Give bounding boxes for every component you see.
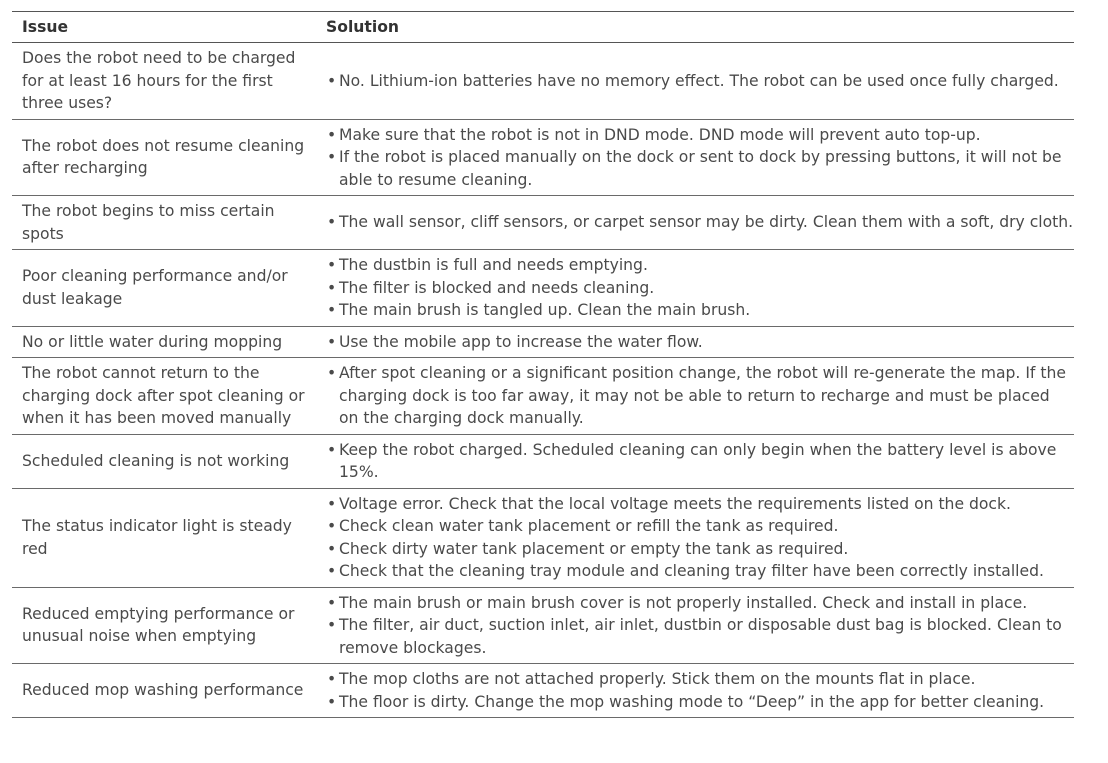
solution-list <box>327 124 1074 192</box>
table-row <box>12 43 1074 120</box>
solution-item: • The main brush is tangled up. Clean the main brush. <box>327 299 1074 322</box>
table-row <box>12 587 1074 664</box>
issue-cell: Poor cleaning performance and/or dust leakage <box>12 250 316 327</box>
solution-item: • Keep the robot charged. Scheduled cleaning can only begin when the battery level is above 15%. <box>327 439 1074 484</box>
issue-cell: Does the robot need to be charged for at least 16 hours for the first three uses? <box>12 43 316 120</box>
table-row <box>12 434 1074 488</box>
solution-cell <box>316 119 1074 196</box>
solution-cell <box>316 43 1074 120</box>
solution-list <box>327 211 1074 234</box>
solution-list <box>327 493 1074 583</box>
solution-item: • The main brush or main brush cover is not properly installed. Check and install in place. <box>327 592 1074 615</box>
table-body <box>12 43 1074 718</box>
troubleshooting-table <box>12 11 1074 718</box>
table-row <box>12 358 1074 435</box>
table-row <box>12 326 1074 358</box>
issue-cell: Reduced emptying performance or unusual noise when emptying <box>12 587 316 664</box>
solution-list <box>327 439 1074 484</box>
table-row <box>12 664 1074 718</box>
solution-cell <box>316 358 1074 435</box>
solution-item: • The floor is dirty. Change the mop washing mode to “Deep” in the app for better cleaning. <box>327 691 1074 714</box>
issue-cell: The robot does not resume cleaning after recharging <box>12 119 316 196</box>
solution-list <box>327 592 1074 660</box>
issue-cell: No or little water during mopping <box>12 326 316 358</box>
solution-cell <box>316 250 1074 327</box>
table-row <box>12 488 1074 587</box>
solution-item: • The filter, air duct, suction inlet, air inlet, dustbin or disposable dust bag is blocked. Clean to remove blockages. <box>327 614 1074 659</box>
solution-item: • Check that the cleaning tray module and cleaning tray filter have been correctly installed. <box>327 560 1074 583</box>
solution-item: • After spot cleaning or a significant position change, the robot will re-generate the map. If the charging dock is too far away, it may not be able to return to recharge and must be placed on the charging dock manually. <box>327 362 1074 430</box>
issue-cell: The status indicator light is steady red <box>12 488 316 587</box>
solution-item: • If the robot is placed manually on the dock or sent to dock by pressing buttons, it will not be able to resume cleaning. <box>327 146 1074 191</box>
solution-item: • Voltage error. Check that the local voltage meets the requirements listed on the dock. <box>327 493 1074 516</box>
solution-cell <box>316 434 1074 488</box>
solution-item: • Check dirty water tank placement or empty the tank as required. <box>327 538 1074 561</box>
table-header-row <box>12 12 1074 43</box>
solution-item: • Make sure that the robot is not in DND mode. DND mode will prevent auto top-up. <box>327 124 1074 147</box>
solution-column-header: Solution <box>316 12 1074 43</box>
solution-item: • Check clean water tank placement or refill the tank as required. <box>327 515 1074 538</box>
table-row <box>12 119 1074 196</box>
solution-cell <box>316 196 1074 250</box>
solution-item: • The dustbin is full and needs emptying. <box>327 254 1074 277</box>
solution-item: • The mop cloths are not attached properly. Stick them on the mounts flat in place. <box>327 668 1074 691</box>
table-row <box>12 250 1074 327</box>
solution-cell <box>316 326 1074 358</box>
solution-list <box>327 254 1074 322</box>
issue-cell: The robot begins to miss certain spots <box>12 196 316 250</box>
solution-cell <box>316 587 1074 664</box>
solution-cell <box>316 488 1074 587</box>
table-row <box>12 196 1074 250</box>
issue-column-header: Issue <box>12 12 316 43</box>
solution-item: • The filter is blocked and needs cleaning. <box>327 277 1074 300</box>
solution-list <box>327 70 1074 93</box>
issue-cell: Reduced mop washing performance <box>12 664 316 718</box>
solution-list <box>327 331 1074 354</box>
solution-list <box>327 668 1074 713</box>
solution-item: • No. Lithium-ion batteries have no memory effect. The robot can be used once fully charged. <box>327 70 1074 93</box>
issue-cell: The robot cannot return to the charging dock after spot cleaning or when it has been moved manually <box>12 358 316 435</box>
solution-item: • The wall sensor, cliff sensors, or carpet sensor may be dirty. Clean them with a soft, dry cloth. <box>327 211 1074 234</box>
issue-cell: Scheduled cleaning is not working <box>12 434 316 488</box>
solution-cell <box>316 664 1074 718</box>
solution-list <box>327 362 1074 430</box>
solution-item: • Use the mobile app to increase the water flow. <box>327 331 1074 354</box>
